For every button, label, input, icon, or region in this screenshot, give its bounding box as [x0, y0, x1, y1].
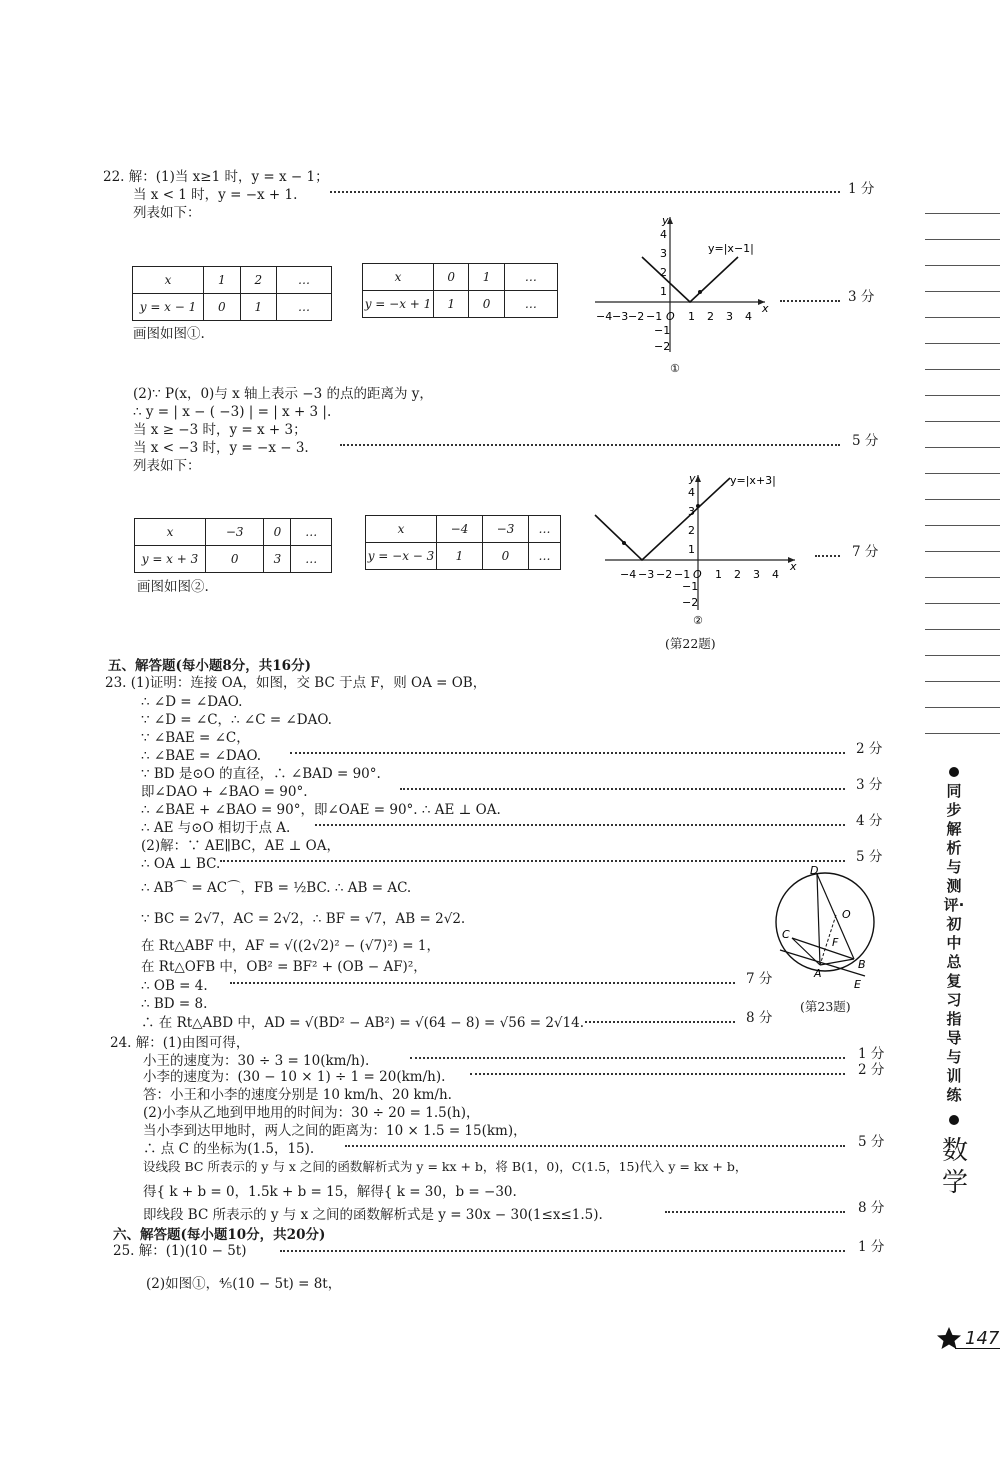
q25-line1: 25. 解：(1)(10 − 5t): [113, 1243, 247, 1259]
svg-text:3: 3: [660, 247, 667, 260]
svg-text:A: A: [814, 967, 822, 980]
svg-text:y=|x−1|: y=|x−1|: [708, 242, 754, 255]
q24-line: 小王的速度为：30 ÷ 3 = 10(km/h).: [143, 1053, 370, 1069]
q24-line: (2)小李从乙地到甲地用的时间为：30 ÷ 20 = 1.5(h)，: [143, 1105, 480, 1121]
leader-dots: [815, 555, 840, 557]
q23-line: ∴ OA ⊥ BC.: [141, 856, 221, 872]
svg-text:4: 4: [745, 310, 752, 323]
subject-label: 数学: [941, 1136, 968, 1198]
figure-caption-23: (第23题): [800, 999, 851, 1014]
svg-text:B: B: [858, 958, 866, 971]
q24-line: 即线段 BC 所表示的 y 与 x 之间的函数解析式是 y = 30x − 30(1≤x≤1.5).: [143, 1207, 603, 1223]
series-title-text: 同步解析与测评·初中总复习指导与训练: [943, 782, 965, 1104]
score: 5 分: [856, 849, 883, 865]
q22-part2-line1: (2)∵ P(x，0)与 x 轴上表示 −3 的点的距离为 y，: [133, 386, 433, 402]
q23-line: ∴ 在 Rt△ABD 中，AD = √(BD² − AB²) = √(64 − 8) = √56 = 2√14.: [141, 1015, 584, 1031]
star-icon: [935, 1326, 963, 1350]
q24-line: 答：小王和小李的速度分别是 10 km/h、20 km/h.: [143, 1087, 452, 1103]
svg-text:−1: −1: [646, 310, 663, 323]
svg-text:2: 2: [660, 266, 667, 279]
score: 2 分: [858, 1062, 885, 1078]
value-table-2: x 0 1 … y = −x + 1 1 0 …: [362, 263, 558, 318]
svg-text:2: 2: [734, 568, 741, 581]
figure-caption-22: (第22题): [665, 636, 716, 651]
q24-line: 当小李到达甲地时，两人之间的距离为：10 × 1.5 = 15(km)，: [143, 1123, 527, 1139]
svg-text:y=|x+3|: y=|x+3|: [730, 474, 776, 487]
bullet-dot: [949, 767, 959, 777]
svg-text:O: O: [666, 310, 675, 323]
svg-text:y: y: [689, 472, 696, 485]
leader-dots: [330, 191, 840, 193]
leader-dots: [315, 824, 845, 826]
q23-line: ∴ ∠D = ∠DAO.: [141, 694, 243, 710]
leader-dots: [585, 1021, 735, 1023]
score: 2 分: [856, 741, 883, 757]
q23-line: ∴ AE 与⊙O 相切于点 A.: [141, 820, 291, 836]
svg-text:C: C: [782, 928, 790, 941]
svg-text:−2: −2: [656, 568, 673, 581]
leader-dots: [470, 1073, 845, 1075]
q23-line: ∵ ∠D = ∠C，∴ ∠C = ∠DAO.: [141, 712, 332, 728]
leader-dots: [665, 1211, 845, 1213]
score: 8 分: [858, 1200, 885, 1216]
score: 1 分: [858, 1046, 885, 1062]
leader-dots: [410, 1057, 845, 1059]
svg-text:3: 3: [688, 505, 695, 518]
leader-dots: [400, 788, 845, 790]
svg-text:D: D: [810, 864, 819, 877]
svg-text:②: ②: [693, 614, 703, 627]
q22-part2-line4: 当 x < −3 时，y = −x − 3.: [133, 440, 309, 456]
svg-text:−2: −2: [654, 340, 671, 353]
q23-line: ∵ BD 是⊙O 的直径，∴ ∠BAD = 90°.: [141, 766, 381, 782]
q23-line: 即∠DAO + ∠BAO = 90°.: [141, 784, 308, 800]
value-table-3: x −3 0 … y = x + 3 0 3 …: [134, 518, 332, 573]
q24-line: 小李的速度为：(30 − 10 × 1) ÷ 1 = 20(km/h).: [143, 1069, 446, 1085]
score: 5 分: [852, 433, 879, 449]
svg-text:O: O: [693, 568, 702, 581]
q22-line3: 列表如下：: [133, 205, 201, 221]
leader-dots: [280, 1250, 845, 1252]
svg-text:2: 2: [707, 310, 714, 323]
q24-line: 24. 解：(1)由图可得，: [110, 1035, 250, 1051]
q23-line: (2)解：∵ AE∥BC，AE ⊥ OA，: [141, 838, 340, 854]
q24-line: 设线段 BC 所表示的 y 与 x 之间的函数解析式为 y = kx + b，将 B(1，0)，C(1.5，15)代入 y = kx + b，: [143, 1159, 748, 1174]
svg-text:y: y: [662, 214, 669, 227]
svg-text:−3: −3: [612, 310, 629, 323]
svg-text:−4: −4: [596, 310, 613, 323]
score: 1 分: [848, 181, 875, 197]
draw-note-2: 画图如图②.: [137, 579, 209, 595]
svg-text:x: x: [790, 560, 797, 573]
bullet-dot: [949, 1115, 959, 1125]
svg-text:E: E: [854, 978, 861, 991]
q23-line: 在 Rt△OFB 中，OB² = BF² + (OB − AF)²，: [141, 959, 427, 975]
leader-dots: [290, 752, 845, 754]
leader-dots: [230, 982, 735, 984]
svg-text:x: x: [762, 302, 769, 315]
svg-text:−1: −1: [682, 580, 699, 593]
svg-text:−3: −3: [638, 568, 655, 581]
draw-note-1: 画图如图①.: [133, 326, 205, 342]
section-5-heading: 五、解答题(每小题8分，共16分): [108, 658, 311, 674]
svg-text:4: 4: [688, 486, 695, 499]
q23-line: ∴ AB⌒ = AC⌒，FB = ½BC. ∴ AB = AC.: [141, 880, 412, 896]
circle-figure-23: [770, 862, 885, 992]
score: 3 分: [856, 777, 883, 793]
leader-dots: [780, 300, 840, 302]
leader-dots: [220, 860, 845, 862]
leader-dots: [345, 1145, 845, 1147]
score: 4 分: [856, 813, 883, 829]
score: 8 分: [746, 1010, 773, 1026]
value-table-1: x 1 2 … y = x − 1 0 1 …: [132, 266, 332, 321]
q23-line: ∴ BD = 8.: [141, 996, 208, 1012]
svg-text:3: 3: [726, 310, 733, 323]
page-number: 147: [965, 1328, 1000, 1349]
svg-text:−2: −2: [682, 596, 699, 609]
svg-text:1: 1: [688, 310, 695, 323]
svg-text:−2: −2: [628, 310, 645, 323]
svg-text:3: 3: [753, 568, 760, 581]
q23-line: ∵ ∠BAE = ∠C，: [141, 730, 250, 746]
q24-line: 得{ k + b = 0，1.5k + b = 15，解得{ k = 30，b = −30.: [143, 1184, 517, 1200]
score: 7 分: [852, 544, 879, 560]
svg-text:1: 1: [660, 285, 667, 298]
svg-text:1: 1: [715, 568, 722, 581]
score: 5 分: [858, 1134, 885, 1150]
svg-text:①: ①: [670, 362, 680, 375]
q23-line: 在 Rt△ABF 中，AF = √((2√2)² − (√7)²) = 1，: [141, 938, 440, 954]
graph-2: [590, 470, 810, 630]
svg-text:F: F: [832, 936, 839, 949]
svg-text:O: O: [842, 908, 851, 921]
svg-text:4: 4: [772, 568, 779, 581]
svg-text:−1: −1: [654, 324, 671, 337]
value-table-4: x −4 −3 … y = −x − 3 1 0 …: [365, 515, 561, 570]
svg-text:1: 1: [688, 543, 695, 556]
svg-text:4: 4: [660, 228, 667, 241]
score: 7 分: [746, 971, 773, 987]
graph-1: [590, 212, 770, 377]
score: 1 分: [858, 1239, 885, 1255]
q23-line: ∵ BC = 2√7，AC = 2√2，∴ BF = √7，AB = 2√2.: [141, 911, 466, 927]
series-title: [942, 782, 966, 1105]
q22-line2: 当 x < 1 时，y = −x + 1.: [133, 187, 298, 203]
q25-line2: (2)如图①，⁴⁄₅(10 − 5t) = 8t，: [146, 1276, 342, 1292]
q22-part2-line5: 列表如下：: [133, 458, 201, 474]
leader-dots: [340, 444, 840, 446]
section-6-heading: 六、解答题(每小题10分，共20分): [113, 1227, 326, 1243]
q22-part2-line3: 当 x ≥ −3 时，y = x + 3；: [133, 422, 307, 438]
q23-line: ∴ ∠BAE = ∠DAO.: [141, 748, 262, 764]
q23-line: ∴ OB = 4.: [141, 978, 208, 994]
q23-line: 23. (1)证明：连接 OA，如图，交 BC 于点 F，则 OA = OB，: [105, 675, 487, 691]
score: 3 分: [848, 289, 875, 305]
q22-part2-line2: ∴ y = | x − ( −3) | = | x + 3 |.: [133, 404, 332, 420]
svg-text:2: 2: [688, 524, 695, 537]
q22-line1: 22. 解：(1)当 x≥1 时，y = x − 1；: [103, 169, 329, 185]
q23-line: ∴ ∠BAE + ∠BAO = 90°，即∠OAE = 90°. ∴ AE ⊥ OA.: [141, 802, 501, 818]
svg-text:−4: −4: [620, 568, 637, 581]
q24-line: ∴ 点 C 的坐标为(1.5，15).: [143, 1141, 315, 1157]
svg-text:−1: −1: [674, 568, 691, 581]
